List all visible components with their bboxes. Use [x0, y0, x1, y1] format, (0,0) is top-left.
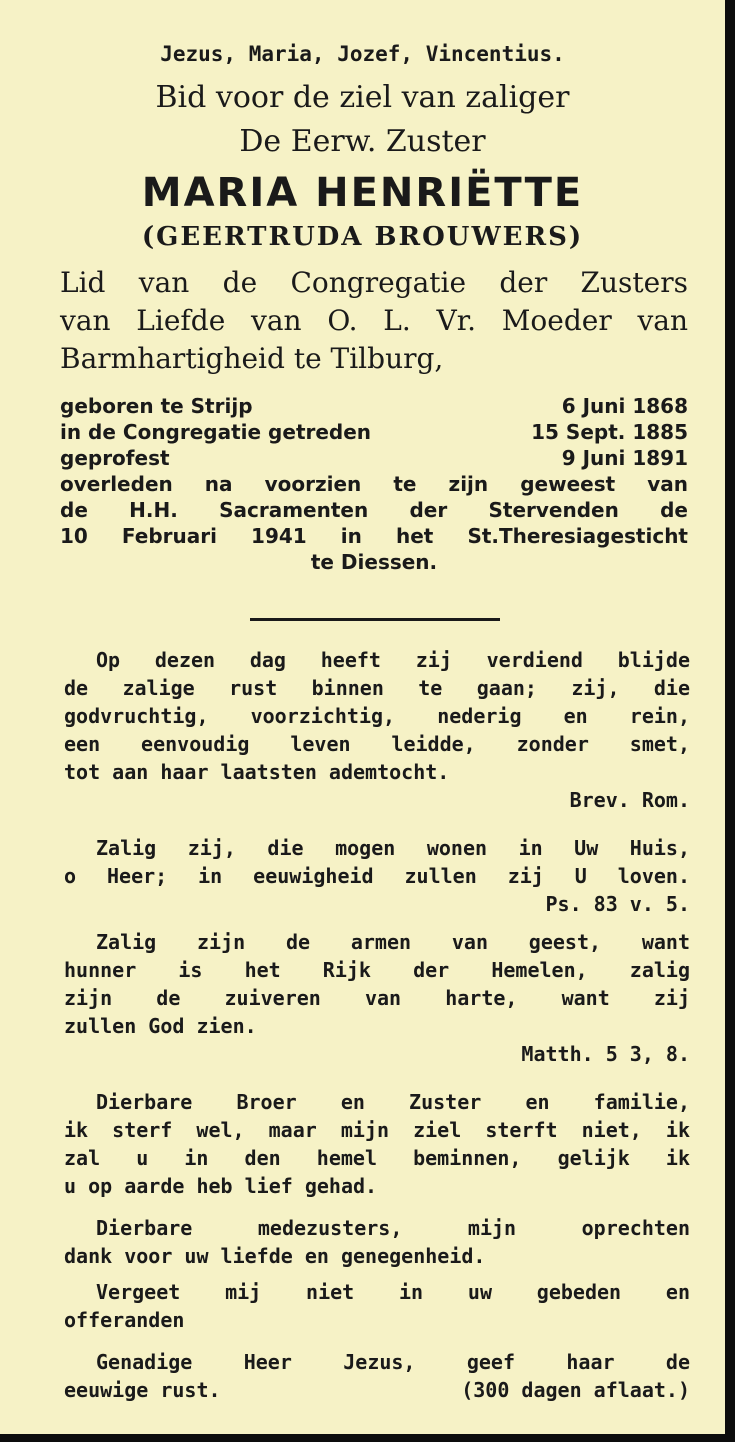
date-row-entry [60, 420, 688, 446]
divider [250, 618, 500, 621]
passage-5 [64, 1216, 690, 1272]
passage-line: dank voor uw liefde en genegenheid. [64, 1244, 486, 1268]
membership-line: Barmhartigheid te Tilburg, [60, 342, 444, 375]
date-label: geprofest [60, 446, 170, 470]
closing-rest: eeuwige rust. [64, 1378, 221, 1402]
passage-line: een eenvoudig leven leidde, zonder smet, [64, 732, 690, 756]
passage-line: Zalig zij, die mogen wonen in Uw Huis, [96, 836, 690, 860]
passage-line: offeranden [64, 1308, 185, 1332]
date-value: 6 Juni 1868 [561, 394, 688, 418]
passage-line: Dierbare medezusters, mijn oprechten [96, 1216, 690, 1240]
membership-line: Lid van de Congregatie der Zusters [60, 266, 688, 299]
death-line: te Diessen. [310, 550, 438, 574]
passage-line: ik sterf wel, maar mijn ziel sterft niet, ik [64, 1118, 690, 1142]
passage-line: zullen God zien. [64, 1014, 257, 1038]
card-edge-right [725, 0, 735, 1442]
passage-line: Zalig zijn de armen van geest, want [96, 930, 690, 954]
death-text [60, 472, 688, 576]
closing-prayer [64, 1350, 690, 1406]
passage-line: u op aarde heb lief gehad. [64, 1174, 378, 1198]
passage-line: Dierbare Broer en Zuster en familie, [96, 1090, 690, 1114]
date-label: in de Congregatie getreden [60, 420, 372, 444]
date-label: geboren te Strijp [60, 394, 253, 418]
indulgence-note: (300 dagen aflaat.) [461, 1378, 690, 1402]
card-edge-bottom [0, 1434, 735, 1442]
invocation: Jezus, Maria, Jozef, Vincentius. [160, 42, 565, 66]
passage-line: hunner is het Rijk der Hemelen, zalig [64, 958, 690, 982]
passage-3 [64, 930, 690, 1070]
date-row-profession [60, 446, 688, 472]
prayer-line: Bid voor de ziel van zaliger [155, 80, 570, 115]
closing-line-2 [64, 1378, 690, 1406]
closing-line: Genadige Heer Jezus, geef haar de [96, 1350, 690, 1374]
membership-line: van Liefde van O. L. Vr. Moeder van [60, 304, 688, 337]
passage-6 [64, 1280, 690, 1336]
passage-line: o Heer; in eeuwigheid zullen zij U loven. [64, 864, 690, 888]
passage-1 [64, 648, 690, 816]
dates-list [60, 394, 688, 472]
passage-line: de zalige rust binnen te gaan; zij, die [64, 676, 690, 700]
passage-line: godvruchtig, voorzichtig, nederig en rein, [64, 704, 690, 728]
death-line: de H.H. Sacramenten der Stervenden de [60, 498, 688, 522]
deceased-name: MARIA HENRIËTTE [141, 170, 584, 216]
passage-line: Vergeet mij niet in uw gebeden en [96, 1280, 690, 1304]
passage-line: Op dezen dag heeft zij verdiend blijde [96, 648, 690, 672]
reference: Brev. Rom. [569, 788, 690, 812]
reference: Ps. 83 v. 5. [545, 892, 690, 916]
date-value: 15 Sept. 1885 [531, 420, 688, 444]
passage-4 [64, 1090, 690, 1202]
reference: Matth. 5 3, 8. [521, 1042, 690, 1066]
birth-name: (GEERTRUDA BROUWERS) [141, 222, 584, 252]
membership-text [60, 266, 688, 380]
religious-title: De Eerw. Zuster [239, 124, 486, 159]
passage-line: zal u in den hemel beminnen, gelijk ik [64, 1146, 690, 1170]
death-line: 10 Februari 1941 in het St.Theresiagesticht [60, 524, 688, 548]
date-value: 9 Juni 1891 [561, 446, 688, 470]
death-line: overleden na voorzien te zijn geweest van [60, 472, 688, 496]
passage-line: zijn de zuiveren van harte, want zij [64, 986, 690, 1010]
passage-line: tot aan haar laatsten ademtocht. [64, 760, 450, 784]
date-row-birth [60, 394, 688, 420]
passage-2 [64, 836, 690, 920]
